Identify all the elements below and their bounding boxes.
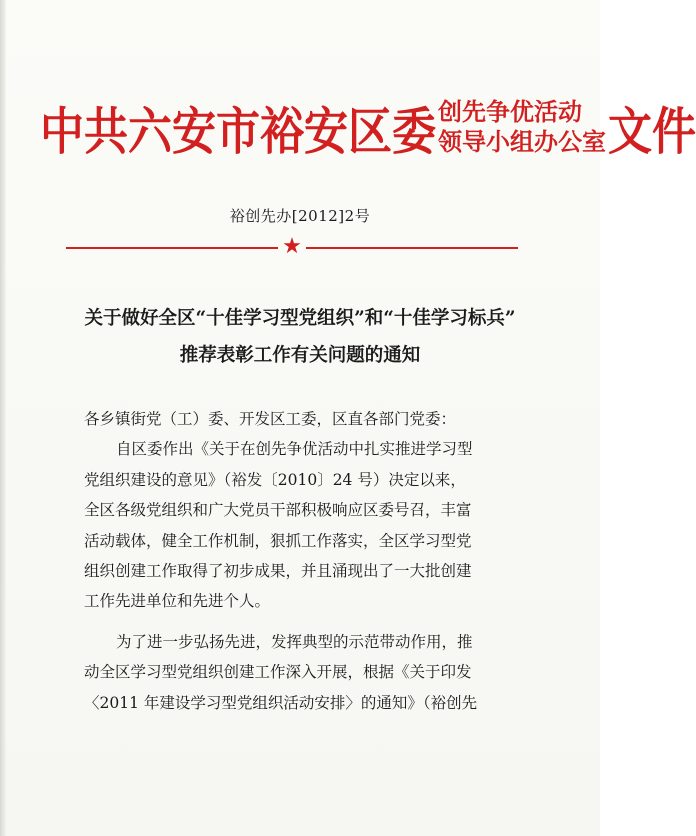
paragraph-1 — [84, 434, 524, 616]
red-rule-right — [306, 247, 518, 249]
paragraph-line: 动全区学习型党组织创建工作深入开展，根据《关于印发 — [84, 663, 472, 682]
letterhead-doc-type: 文件 — [608, 102, 696, 162]
document-title-line-1: 关于做好全区“十佳学习型党组织”和“十佳学习标兵” — [84, 308, 516, 329]
paragraph-line: 组织创建工作取得了初步成果，并且涌现出了一大批创建 — [84, 561, 472, 580]
letterhead-sub-top: 创先争优活动 — [438, 97, 582, 126]
red-letterhead — [40, 86, 696, 168]
paragraph-line: 工作先进单位和先进个人。 — [84, 592, 271, 611]
paragraph-line: 党组织建设的意见》（裕发〔2010〕24 号）决定以来， — [84, 470, 466, 489]
letterhead-org-main: 中共六安市裕安区委 — [40, 102, 436, 162]
addressee-line: 各乡镇街党（工）委、开发区工委，区直各部门党委： — [84, 410, 457, 428]
paragraph-line: 自区委作出《关于在创先争优活动中扎实推进学习型 — [116, 440, 473, 459]
document-title-line-2: 推荐表彰工作有关问题的通知 — [179, 345, 421, 366]
letterhead-sub-bottom: 领导小组办公室 — [438, 127, 606, 156]
paragraph-spacer — [84, 617, 524, 627]
paragraph-line: 全区各级党组织和广大党员干部积极响应区委号召，丰富 — [84, 501, 472, 520]
page-edge-shadow — [0, 0, 6, 836]
paragraph-2 — [84, 627, 524, 718]
letterhead-org-sub — [438, 97, 606, 157]
red-rule-left — [66, 247, 278, 249]
paragraph-line: 〈2011 年建设学习型党组织活动安排〉的通知》（裕创先 — [84, 693, 478, 712]
paragraph-line: 为了进一步弘扬先进，发挥典型的示范带动作用，推 — [116, 632, 473, 651]
star-icon: ★ — [282, 234, 302, 259]
document-number: 裕创先办[2012]2号 — [229, 207, 371, 225]
paragraph-line: 活动载体，健全工作机制，狠抓工作落实，全区学习型党 — [84, 531, 472, 550]
document-body — [84, 404, 524, 718]
